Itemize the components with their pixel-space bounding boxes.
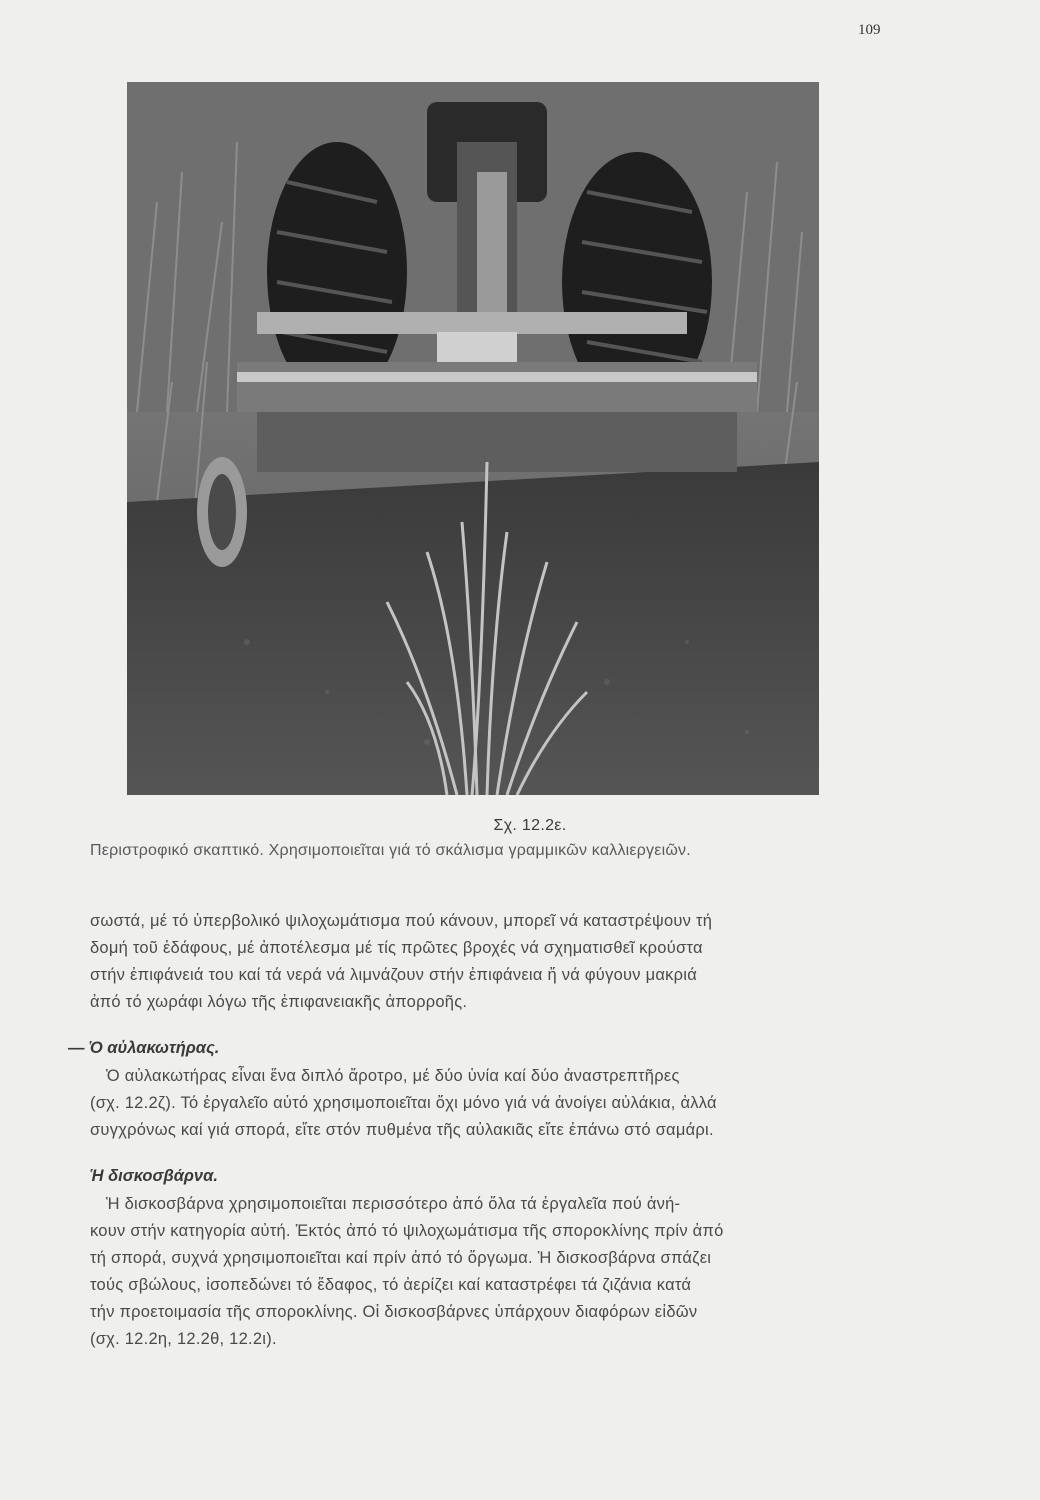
figure-caption: Περιστροφικό σκαπτικό. Χρησιμοποιεῖται γιά τό σκάλισμα γραμμικῶν καλλιεργειῶν. bbox=[90, 842, 691, 859]
page-number: 109 bbox=[858, 22, 881, 38]
paragraph-line: (σχ. 12.2ζ). Τό ἐργαλεῖο αὐτό χρησιμοποιεῖται ὄχι μόνο γιά νά ἀνοίγει αὐλάκια, ἀλλά bbox=[90, 1094, 717, 1112]
paragraph-line: τούς σβώλους, ἰσοπεδώνει τό ἔδαφος, τό ἀερίζει καί καταστρέφει τά ζιζάνια κατά bbox=[90, 1276, 692, 1294]
paragraph-line: ἀπό τό χωράφι λόγω τῆς ἐπιφανειακῆς ἀπορροῆς. bbox=[90, 993, 468, 1011]
paragraph-line: τή σπορά, συχνά χρησιμοποιεῖται καί πρίν ἀπό τό ὄργωμα. Ἡ δισκοσβάρνα σπάζει bbox=[90, 1249, 712, 1267]
paragraph-line: τήν προετοιμασία τῆς σποροκλίνης. Οἱ δισκοσβάρνες ὑπάρχουν διαφόρων εἰδῶν bbox=[90, 1303, 698, 1321]
paragraph-line: Ὁ αὐλακωτήρας εἶναι ἕνα διπλό ἄροτρο, μέ δύο ὑνία καί δύο ἀναστρεπτῆρες bbox=[106, 1067, 680, 1085]
figure-label: Σχ. 12.2ε. bbox=[493, 817, 567, 834]
paragraph-line: συγχρόνως καί γιά σπορά, εἴτε στόν πυθμένα τῆς αὐλακιᾶς εἴτε ἐπάνω στό σαμάρι. bbox=[90, 1121, 714, 1139]
paragraph-line: κουν στήν κατηγορία αὐτή. Ἐκτός ἀπό τό ψιλοχωμάτισμα τῆς σποροκλίνης πρίν ἀπό bbox=[90, 1222, 724, 1240]
figure-photo-rotary-tiller bbox=[127, 82, 819, 795]
paragraph-line: σωστά, μέ τό ὑπερβολικό ψιλοχωμάτισμα πού κάνουν, μπορεῖ νά καταστρέψουν τή bbox=[90, 912, 713, 930]
paragraph-line: δομή τοῦ ἐδάφους, μέ ἀποτέλεσμα μέ τίς πρῶτες βροχές νά σχηματισθεῖ κρούστα bbox=[90, 939, 703, 957]
paragraph-line: στήν ἐπιφάνειά του καί τά νερά νά λιμνάζουν στήν ἐπιφάνεια ἤ νά φύγουν μακριά bbox=[90, 966, 697, 984]
paragraph-line: Ἡ δισκοσβάρνα χρησιμοποιεῖται περισσότερο ἀπό ὅλα τά ἐργαλεῖα πού ἀνή- bbox=[106, 1195, 681, 1213]
paragraph-line: (σχ. 12.2η, 12.2θ, 12.2ι). bbox=[90, 1330, 277, 1348]
section-heading-furrower: — Ὁ αὐλακωτήρας. bbox=[68, 1039, 220, 1057]
section-heading-disc-harrow: Ἡ δισκοσβάρνα. bbox=[90, 1167, 218, 1185]
